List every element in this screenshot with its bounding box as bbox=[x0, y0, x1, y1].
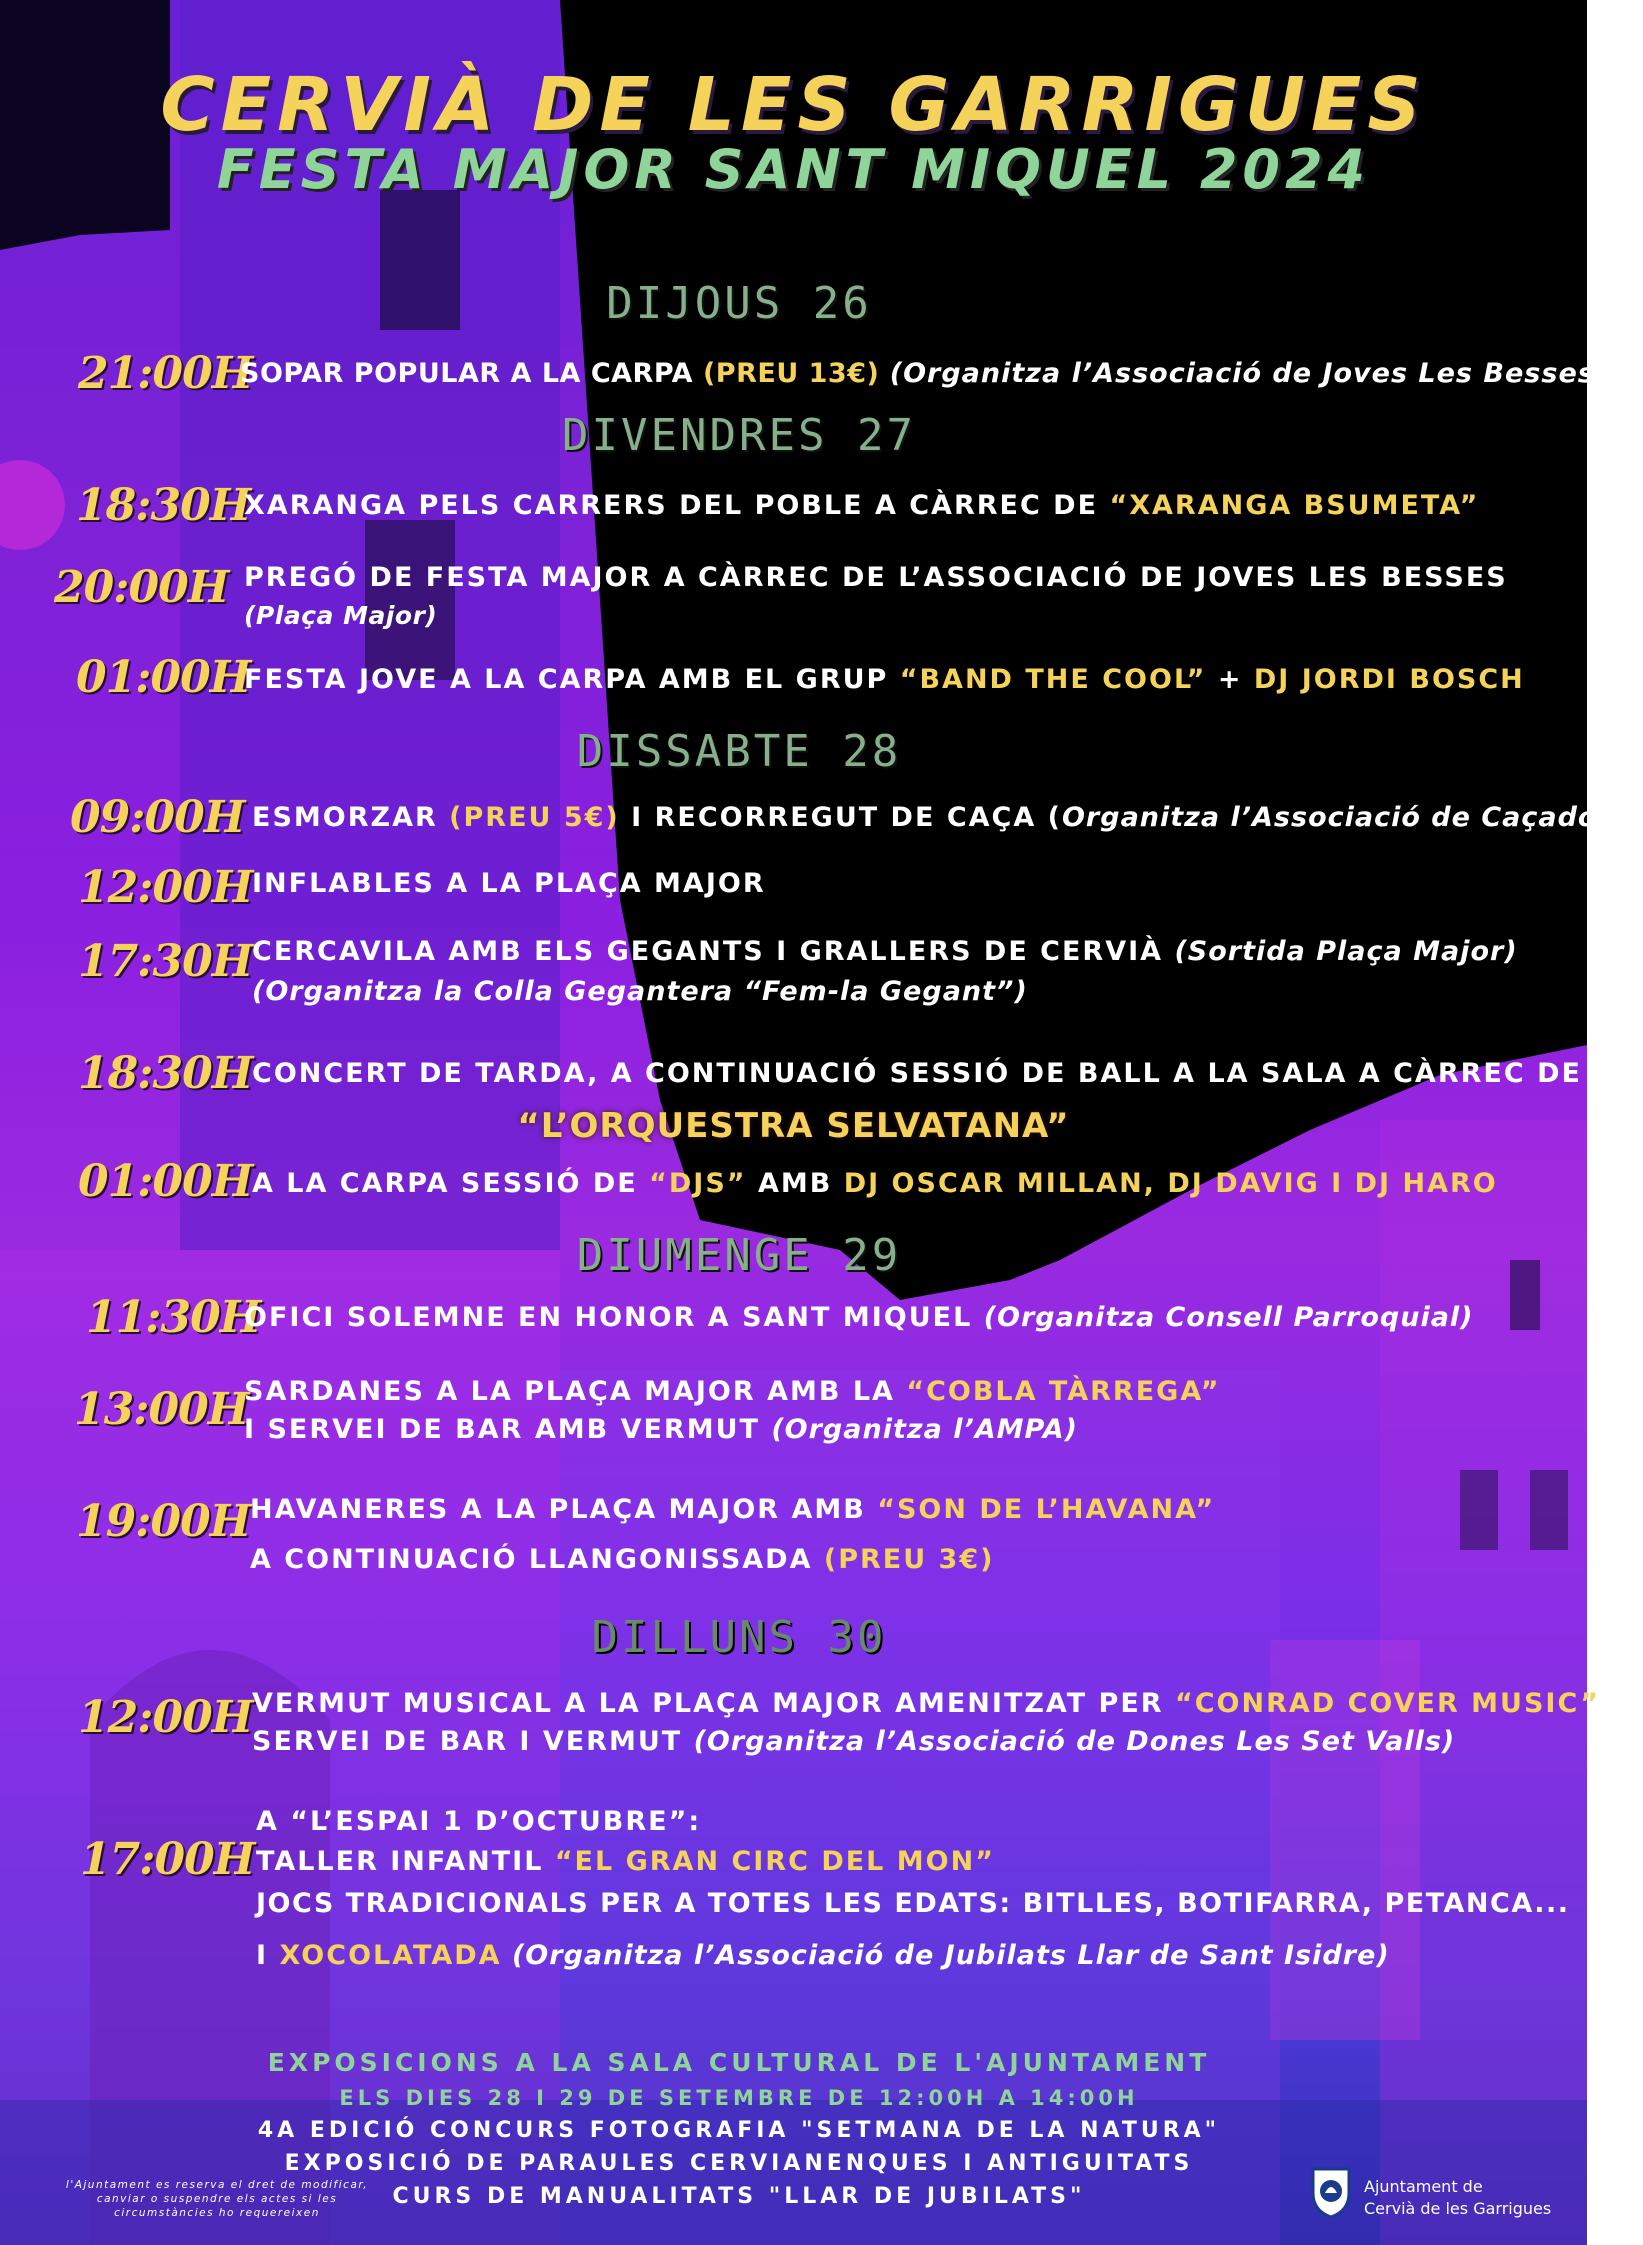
event-description bbox=[252, 1726, 1455, 1757]
event-text: OFICI SOLEMNE EN HONOR A SANT MIQUEL bbox=[244, 1302, 984, 1333]
exhibition-item: 4A EDICIÓ CONCURS FOTOGRAFIA "SETMANA DE LA NATURA" bbox=[257, 2118, 1221, 2143]
event-text: AMB bbox=[746, 1168, 844, 1199]
event-time: 17:00H bbox=[80, 1834, 255, 1885]
event-organizer: (Organitza Consell Parroquial) bbox=[983, 1302, 1474, 1333]
event-performer-highlight: “L’ORQUESTRA SELVATANA” bbox=[517, 1106, 1070, 1146]
event-location: (Plaça Major) bbox=[244, 601, 438, 630]
event-time: 18:30H bbox=[78, 1048, 253, 1099]
day-heading: DISSABTE 28 bbox=[576, 726, 902, 777]
event-description bbox=[256, 1940, 1390, 1971]
day-heading: DILLUNS 30 bbox=[591, 1612, 887, 1663]
window-right bbox=[1530, 1470, 1568, 1550]
event-text: FESTA JOVE A LA CARPA AMB EL GRUP bbox=[244, 664, 900, 695]
organization-name-line2: Cervià de les Garrigues bbox=[1364, 2199, 1552, 2218]
event-text: CERCAVILA AMB ELS GEGANTS I GRALLERS DE CERVIÀ bbox=[252, 936, 1175, 967]
event-highlight: XOCOLATADA bbox=[279, 1940, 502, 1971]
event-text: I bbox=[256, 1940, 280, 1971]
event-time: 01:00H bbox=[78, 1156, 253, 1207]
exhibitions-dates: ELS DIES 28 I 29 DE SETEMBRE DE 12:00H A 14:00H bbox=[339, 2086, 1139, 2110]
event-organizer: (Organitza l’Associació de Dones Les Set Valls) bbox=[693, 1726, 1456, 1757]
event-location: A “L’ESPAI 1 D’OCTUBRE”: bbox=[256, 1806, 702, 1837]
event-description bbox=[244, 1376, 1221, 1407]
event-text: SOPAR POPULAR A LA CARPA bbox=[240, 358, 703, 389]
event-time: 18:30H bbox=[76, 480, 251, 531]
event-text: ESMORZAR bbox=[252, 802, 450, 833]
day-heading: DIJOUS 26 bbox=[606, 278, 872, 329]
event-description: CONCERT DE TARDA, A CONTINUACIÓ SESSIÓ DE BALL A LA SALA A CÀRREC DE bbox=[252, 1058, 1582, 1089]
page-title: CERVIÀ DE LES GARRIGUES bbox=[160, 62, 1427, 148]
event-time: 12:00H bbox=[78, 862, 253, 913]
event-text: I SERVEI DE BAR AMB VERMUT bbox=[244, 1414, 772, 1445]
event-description bbox=[250, 1544, 994, 1575]
exhibition-item: CURS DE MANUALITATS "LLAR DE JUBILATS" bbox=[392, 2184, 1086, 2209]
event-description bbox=[252, 1688, 1600, 1719]
event-description bbox=[244, 1414, 1078, 1445]
disclaimer: l'Ajuntament es reserva el dret de modificar, canviar o suspendre els actes si les circumstàncies ho requereixen bbox=[65, 2179, 369, 2219]
event-description bbox=[252, 936, 1518, 967]
event-time: 20:00H bbox=[54, 562, 229, 613]
event-description bbox=[252, 1168, 1498, 1199]
event-description bbox=[252, 802, 1643, 833]
exhibition-item: EXPOSICIÓ DE PARAULES CERVIANENQUES I ANTIGUITATS bbox=[284, 2151, 1194, 2176]
event-organizer: Organitza l’Associació de Caçadors bbox=[1061, 802, 1629, 833]
event-text: I RECORREGUT DE CAÇA ( bbox=[619, 802, 1062, 833]
event-text: HAVANERES A LA PLAÇA MAJOR AMB bbox=[250, 1494, 878, 1525]
event-description bbox=[244, 1302, 1474, 1333]
organization-name bbox=[1364, 2176, 1551, 2220]
window-right bbox=[1460, 1470, 1498, 1550]
event-performer: “EL GRAN CIRC DEL MON” bbox=[554, 1846, 995, 1877]
event-performer: DJ JORDI BOSCH bbox=[1253, 664, 1525, 695]
event-text: XARANGA PELS CARRERS DEL POBLE A CÀRREC DE bbox=[244, 490, 1110, 521]
event-organizer: (Organitza l’Associació de Jubilats Llar de Sant Isidre) bbox=[501, 1940, 1390, 1971]
event-price: (PREU 13€) bbox=[702, 358, 880, 389]
tower-window bbox=[365, 520, 455, 680]
organization-name-line1: Ajuntament de bbox=[1364, 2177, 1483, 2196]
event-time: 11:30H bbox=[86, 1292, 261, 1343]
event-time: 21:00H bbox=[78, 348, 253, 399]
clock-face bbox=[0, 460, 65, 550]
event-text: TALLER INFANTIL bbox=[256, 1846, 555, 1877]
window-right bbox=[1510, 1260, 1540, 1330]
event-description bbox=[244, 490, 1479, 521]
event-performer: “XARANGA BSUMETA” bbox=[1109, 490, 1480, 521]
event-performer: “COBLA TÀRREGA” bbox=[906, 1376, 1221, 1407]
event-time: 01:00H bbox=[76, 652, 251, 703]
event-text: SARDANES A LA PLAÇA MAJOR AMB LA bbox=[244, 1376, 907, 1407]
event-text: + bbox=[1206, 664, 1254, 695]
event-price: (PREU 3€) bbox=[823, 1544, 995, 1575]
coat-of-arms-icon bbox=[1303, 2163, 1359, 2219]
page-subtitle: FESTA MAJOR SANT MIQUEL 2024 bbox=[216, 138, 1371, 201]
event-performer: DJ OSCAR MILLAN, DJ DAVIG I DJ HARO bbox=[843, 1168, 1498, 1199]
event-organizer: (Organitza l’Associació de Joves Les Besses) bbox=[879, 358, 1609, 389]
event-performer: “SON DE L’HAVANA” bbox=[877, 1494, 1216, 1525]
event-time: 09:00H bbox=[70, 792, 245, 843]
event-performer: “DJS” bbox=[649, 1168, 747, 1199]
event-text: ) bbox=[1628, 802, 1643, 833]
event-time: 13:00H bbox=[74, 1384, 249, 1435]
event-text: A CONTINUACIÓ LLANGONISSADA bbox=[250, 1544, 824, 1575]
event-location: (Sortida Plaça Major) bbox=[1174, 936, 1518, 967]
event-time: 19:00H bbox=[76, 1496, 251, 1547]
event-text: VERMUT MUSICAL A LA PLAÇA MAJOR AMENITZAT PER bbox=[252, 1688, 1175, 1719]
day-heading: DIVENDRES 27 bbox=[562, 410, 916, 461]
event-price: (PREU 5€) bbox=[449, 802, 620, 833]
event-description bbox=[256, 1846, 995, 1877]
event-description: PREGÓ DE FESTA MAJOR A CÀRREC DE L’ASSOCIACIÓ DE JOVES LES BESSES bbox=[244, 562, 1508, 593]
exhibitions-title: EXPOSICIONS A LA SALA CULTURAL DE L'AJUNTAMENT bbox=[267, 2048, 1211, 2077]
day-heading: DIUMENGE 29 bbox=[576, 1230, 902, 1281]
event-time: 17:30H bbox=[78, 936, 253, 987]
event-description bbox=[240, 358, 1608, 389]
event-text: A LA CARPA SESSIÓ DE bbox=[252, 1168, 650, 1199]
event-text: SERVEI DE BAR I VERMUT bbox=[252, 1726, 694, 1757]
event-description: INFLABLES A LA PLAÇA MAJOR bbox=[252, 868, 766, 899]
event-description bbox=[244, 664, 1525, 695]
event-description: JOCS TRADICIONALS PER A TOTES LES EDATS: BITLLES, BOTIFARRA, PETANCA... bbox=[256, 1888, 1570, 1919]
event-performer: “BAND THE COOL” bbox=[899, 664, 1207, 695]
event-time: 12:00H bbox=[78, 1692, 253, 1743]
event-performer: “CONRAD COVER MUSIC” bbox=[1174, 1688, 1600, 1719]
event-organizer: (Organitza l’AMPA) bbox=[771, 1414, 1079, 1445]
event-organizer: (Organitza la Colla Gegantera “Fem-la Gegant”) bbox=[252, 976, 1028, 1007]
event-description bbox=[250, 1494, 1215, 1525]
